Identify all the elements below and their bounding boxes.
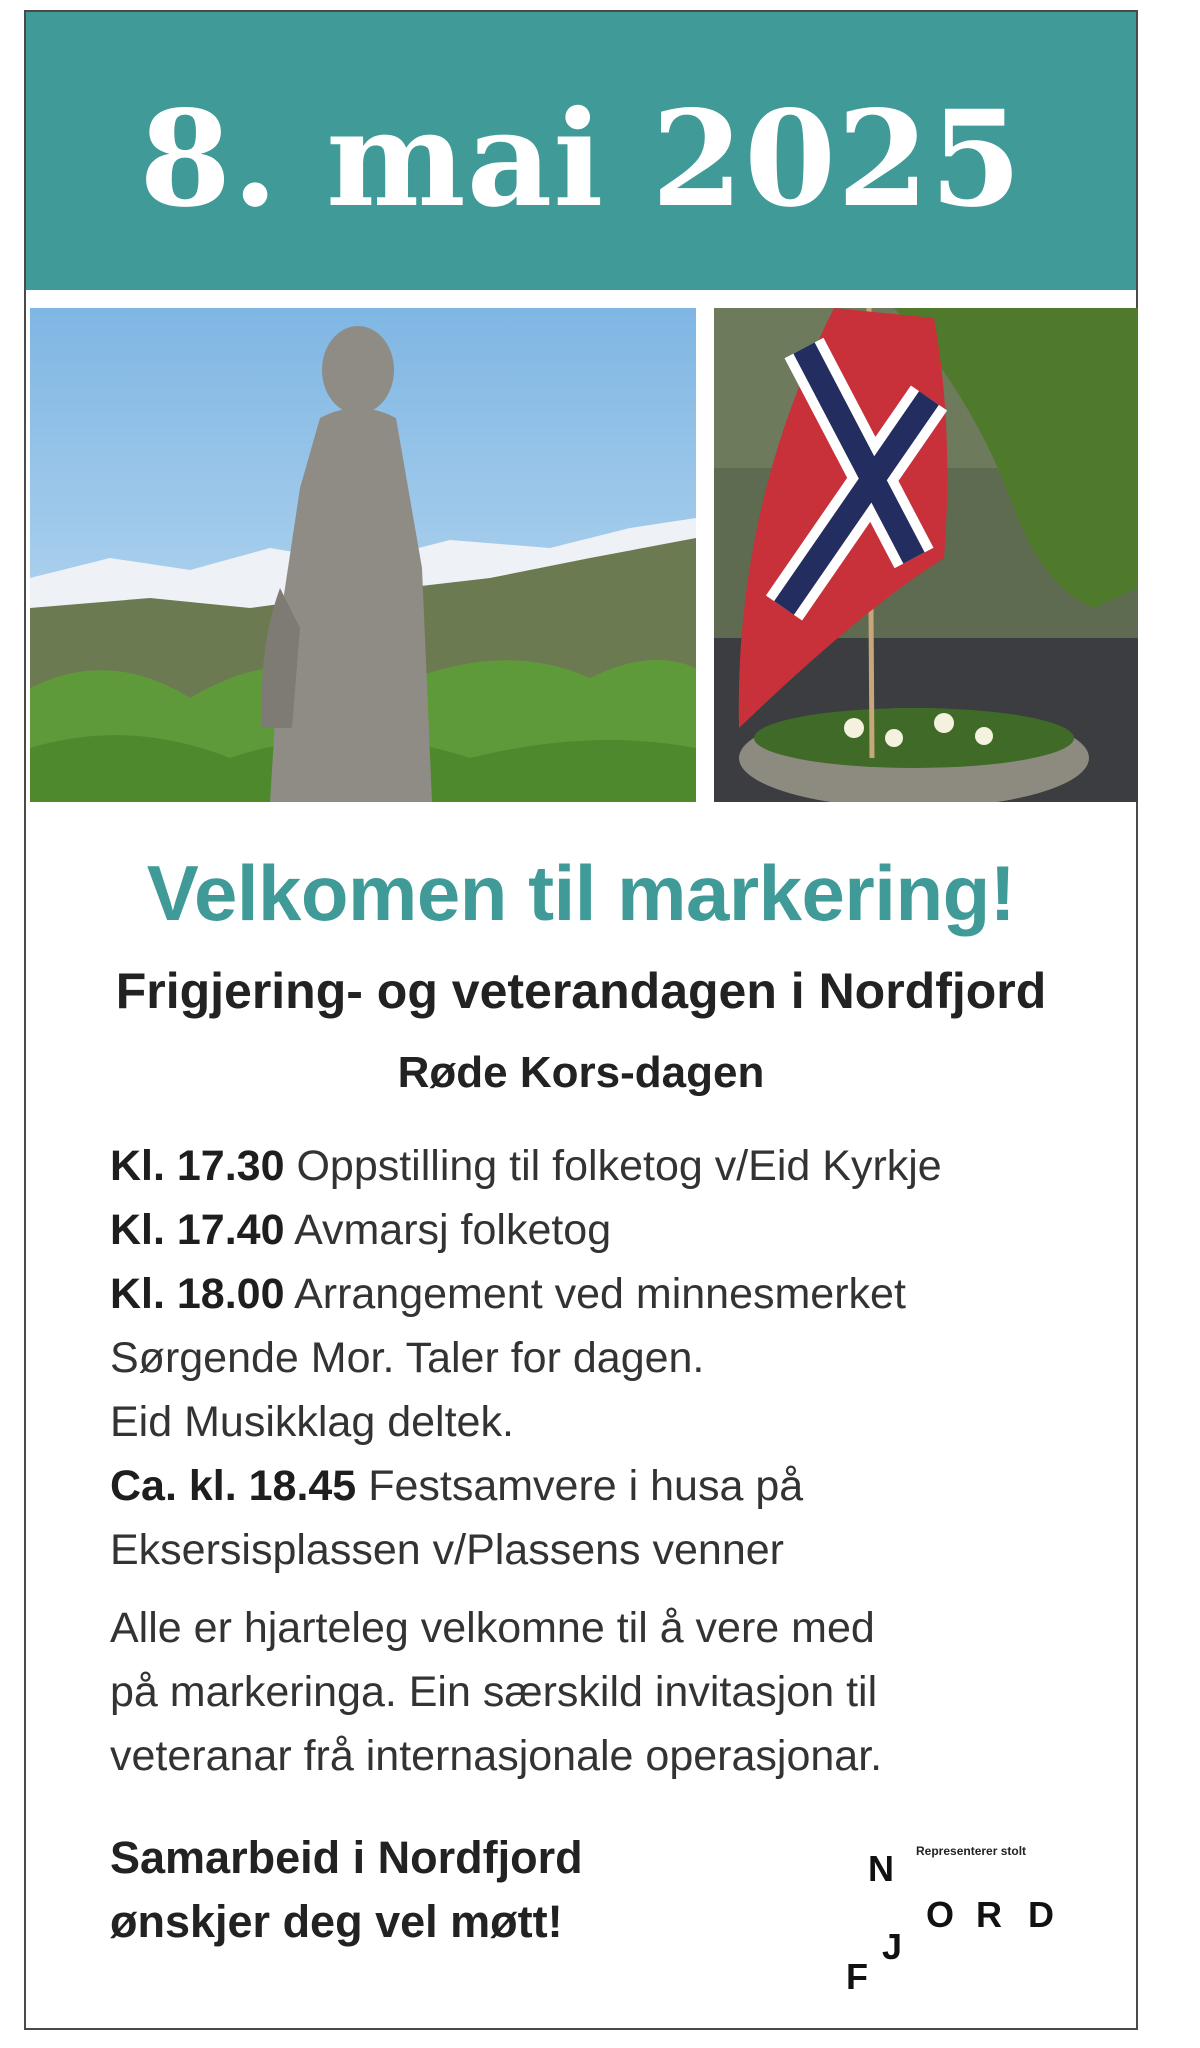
nordfjord-logo bbox=[846, 1844, 1106, 2004]
schedule-time: Kl. 18.00 bbox=[110, 1270, 285, 1318]
event-subtitle-secondary: Røde Kors-dagen bbox=[397, 1048, 765, 1097]
footer-greeting bbox=[110, 1826, 583, 1954]
footer-line: ønskjer deg vel møtt! bbox=[110, 1896, 563, 1947]
schedule-item bbox=[110, 1198, 1110, 1262]
schedule-item bbox=[110, 1262, 1110, 1326]
invitation-line: på markeringa. Ein særskild invitasjon til bbox=[110, 1668, 878, 1716]
logo-letter: D bbox=[1028, 1894, 1054, 1935]
schedule-time: Ca. kl. 18.45 bbox=[110, 1462, 357, 1510]
welcome-heading: Velkomen til markering! bbox=[146, 849, 1016, 937]
schedule-description: Festsamvere i husa på bbox=[368, 1462, 804, 1510]
invitation-text bbox=[110, 1596, 1110, 1788]
schedule-time: Kl. 17.40 bbox=[110, 1206, 285, 1254]
header-banner bbox=[26, 12, 1136, 290]
schedule-list bbox=[110, 1134, 1110, 1582]
invitation-line: veteranar frå internasjonale operasjonar. bbox=[110, 1732, 883, 1780]
schedule-description: Sørgende Mor. Taler for dagen. bbox=[110, 1334, 705, 1382]
logo-letter: R bbox=[976, 1894, 1002, 1935]
schedule-description: Avmarsj folketog bbox=[294, 1206, 612, 1254]
schedule-item bbox=[110, 1326, 1110, 1390]
schedule-item bbox=[110, 1134, 1110, 1198]
logo-letter: J bbox=[882, 1926, 903, 1967]
event-advertisement bbox=[24, 10, 1138, 2030]
schedule-item bbox=[110, 1454, 1110, 1518]
schedule-item bbox=[110, 1518, 1110, 1582]
schedule-description: Oppstilling til folketog v/Eid Kyrkje bbox=[296, 1142, 942, 1190]
norwegian-flag-photo bbox=[714, 308, 1138, 802]
page-title: 8. mai 2025 bbox=[139, 81, 1023, 237]
event-subtitle: Frigjering- og veterandagen i Nordfjord bbox=[115, 963, 1047, 1019]
footer-line: Samarbeid i Nordfjord bbox=[110, 1832, 583, 1883]
logo-letter: F bbox=[846, 1956, 868, 1997]
program-text bbox=[110, 1134, 1110, 1788]
logo-letter: O bbox=[926, 1894, 955, 1935]
schedule-item bbox=[110, 1390, 1110, 1454]
logo-letter: N bbox=[868, 1848, 894, 1889]
logo-tagline: Representerer stolt bbox=[916, 1844, 1027, 1858]
invitation-line: Alle er hjarteleg velkomne til å vere med bbox=[110, 1604, 875, 1652]
statue-photo bbox=[30, 308, 696, 802]
schedule-description: Eksersisplassen v/Plassens venner bbox=[110, 1526, 784, 1574]
schedule-time: Kl. 17.30 bbox=[110, 1142, 285, 1190]
schedule-description: Eid Musikklag deltek. bbox=[110, 1398, 514, 1446]
schedule-description: Arrangement ved minnesmerket bbox=[294, 1270, 906, 1318]
